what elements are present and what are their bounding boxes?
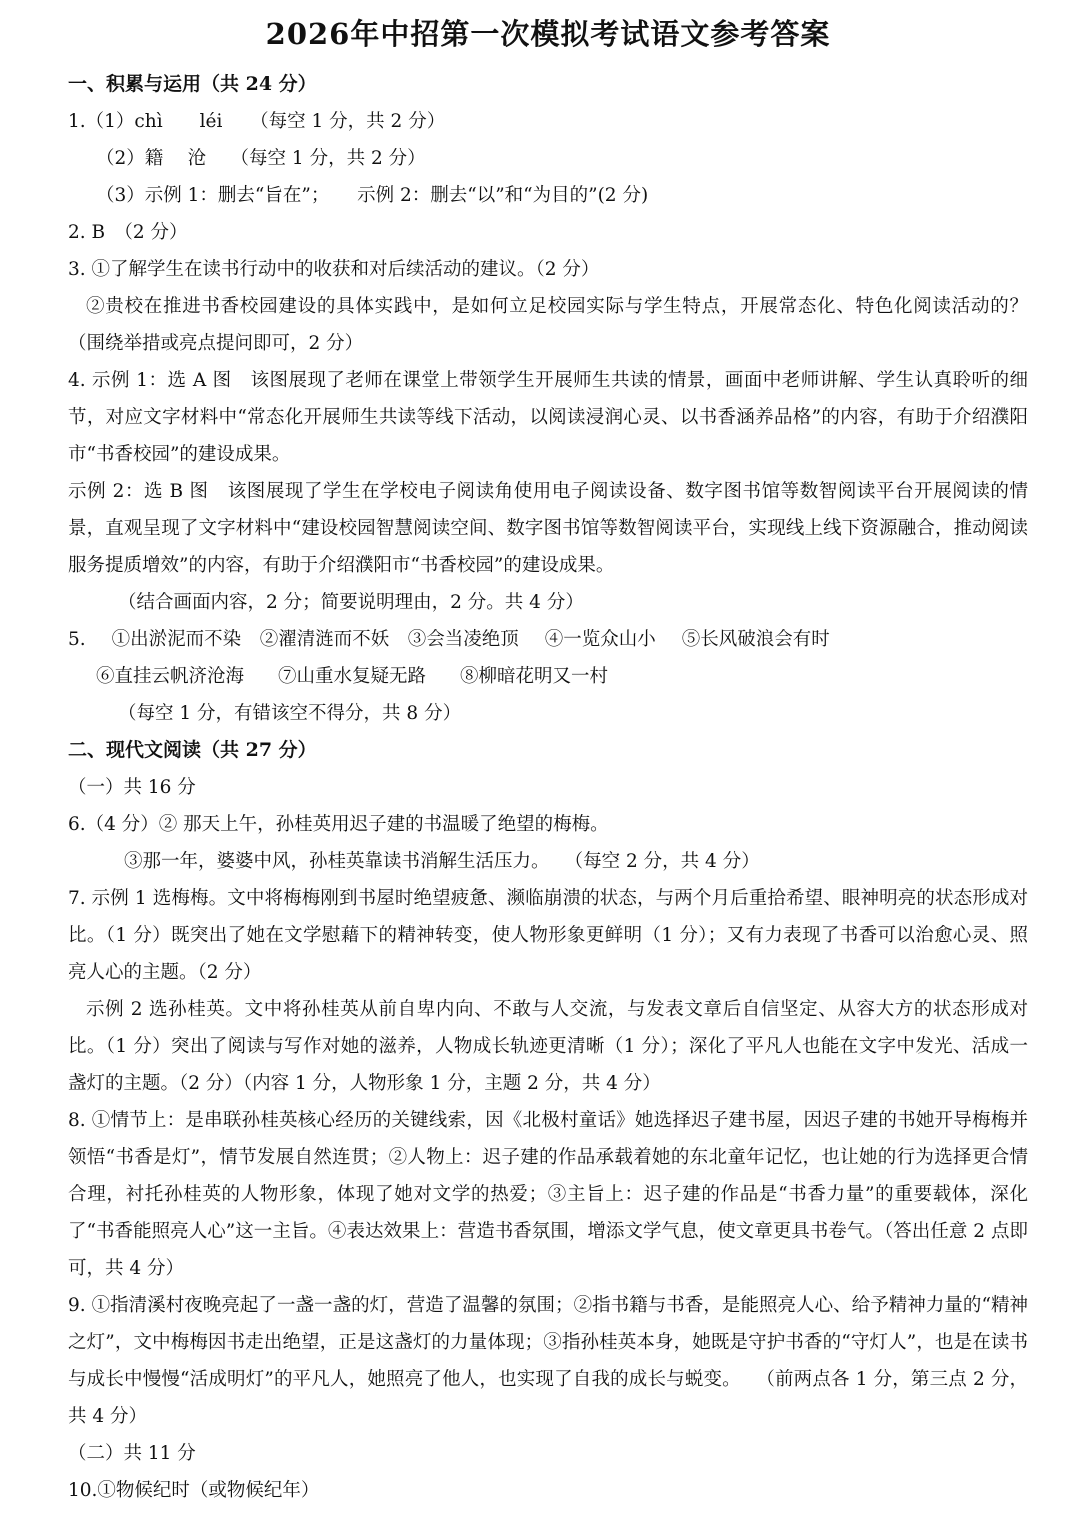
q4-example-2: 示例 2：选 B 图 该图展现了学生在学校电子阅读角使用电子阅读设备、数字图书馆等数智阅读平台开展阅读的情景，直观呈现了文字材料中“建设校园智慧阅读空间、数字图书馆等数智阅读平台，实现线上线下资源融合，推动阅读服务提质增效”的内容，有助于介绍濮阳市“书香校园”的建设成果。 <box>68 481 1028 576</box>
q5-item: ③会当凌绝顶 <box>407 629 519 650</box>
q1-answer-1: 1.（1）chì léi （每空 1 分，共 2 分） <box>68 111 446 132</box>
q5-item: ⑦山重水复疑无路 <box>278 666 427 687</box>
part-2-heading: （二）共 11 分 <box>68 1443 196 1464</box>
q1-answer-2: （2）籍 沧 （每空 1 分，共 2 分） <box>96 148 426 169</box>
q5-line-1 <box>68 621 1028 658</box>
q4-score: （结合画面内容，2 分；简要说明理由，2 分。共 4 分） <box>118 592 584 613</box>
q6-answer-2: ③那一年，婆婆中风，孙桂英靠读书消解生活压力。 （每空 2 分，共 4 分） <box>124 851 760 872</box>
section-1-heading: 一、积累与运用（共 24 分） <box>68 73 317 95</box>
q4-example-1: 4. 示例 1：选 A 图 该图展现了老师在课堂上带领学生开展师生共读的情景，画面中老师讲解、学生认真聆听的细节，对应文字材料中“常态化开展师生共读等线下活动，以阅读浸润心灵、以书香涵养品格”的内容，有助于介绍濮阳市“书香校园”的建设成果。 <box>68 370 1028 465</box>
q5-item: ⑤长风破浪会有时 <box>681 629 830 650</box>
q5-score: （每空 1 分，有错该空不得分，共 8 分） <box>118 703 462 724</box>
q9-answer: 9. ①指清溪村夜晚亮起了一盏一盏的灯，营造了温馨的氛围；②指书籍与书香，是能照亮人心、给予精神力量的“精神之灯”，文中梅梅因书走出绝望，正是这盏灯的力量体现；③指孙桂英本身，她既是守护书香的“守灯人”，也是在读书与成长中慢慢“活成明灯”的平凡人，她照亮了他人，也实现了自我的成长与蜕变。 （前两点各 1 分，第三点 2 分，共 4 分） <box>68 1295 1028 1427</box>
q3-answer-2: ②贵校在推进书香校园建设的具体实践中，是如何立足校园实际与学生特点，开展常态化、特色化阅读活动的？（围绕举措或亮点提问即可，2 分） <box>68 296 1028 354</box>
q5-item: ⑧柳暗花明又一村 <box>460 666 609 687</box>
part-1-heading: （一）共 16 分 <box>68 777 196 798</box>
q7-example-2: 示例 2 选孙桂英。文中将孙桂英从前自卑内向、不敢与人交流，与发表文章后自信坚定、从容大方的状态形成对比。（1 分）突出了阅读与写作对她的滋养，人物成长轨迹更清晰（1 分）；深化了平凡人也能在文字中发光、活成一盏灯的主题。（2 分）（内容 1 分，人物形象 1 分，主题 2 分，共 4 分） <box>68 999 1028 1094</box>
q5-label: 5. <box>68 629 86 650</box>
q1-answer-3: （3）示例 1：删去“旨在”； 示例 2：删去“以”和“为目的”(2 分) <box>96 185 649 206</box>
q2-answer: 2. B （2 分） <box>68 222 188 243</box>
q5-item: ④一览众山小 <box>544 629 656 650</box>
q5-item: ②濯清涟而不妖 <box>259 629 390 650</box>
q5-item: ⑥直挂云帆济沧海 <box>96 666 245 687</box>
q5-item: ①出淤泥而不染 <box>111 629 242 650</box>
q3-answer-1: 3. ①了解学生在读书行动中的收获和对后续活动的建议。（2 分） <box>68 259 600 280</box>
section-2-heading: 二、现代文阅读（共 27 分） <box>68 739 317 761</box>
q10-answer: 10.①物候纪时（或物候纪年） <box>68 1480 320 1501</box>
q5-line-2 <box>68 658 1028 695</box>
q6-answer-1: 6.（4 分）② 那天上午，孙桂英用迟子建的书温暖了绝望的梅梅。 <box>68 814 609 835</box>
document-title: 2026年中招第一次模拟考试语文参考答案 <box>265 17 831 51</box>
q8-answer: 8. ①情节上：是串联孙桂英核心经历的关键线索，因《北极村童话》她选择迟子建书屋，因迟子建的书她开导梅梅并领悟“书香是灯”，情节发展自然连贯；②人物上：迟子建的作品承载着她的东北童年记忆，也让她的行为选择更合情合理，衬托孙桂英的人物形象，体现了她对文学的热爱；③主旨上：迟子建的作品是“书香力量”的重要载体，深化了“书香能照亮人心”这一主旨。④表达效果上：营造书香氛围，增添文学气息，使文章更具书卷气。（答出任意 2 点即可，共 4 分） <box>68 1110 1028 1279</box>
q7-example-1: 7. 示例 1 选梅梅。文中将梅梅刚到书屋时绝望疲惫、濒临崩溃的状态，与两个月后重拾希望、眼神明亮的状态形成对比。（1 分）既突出了她在文学慰藉下的精神转变，使人物形象更鲜明（1 分）；又有力表现了书香可以治愈心灵、照亮人心的主题。（2 分） <box>68 888 1028 983</box>
